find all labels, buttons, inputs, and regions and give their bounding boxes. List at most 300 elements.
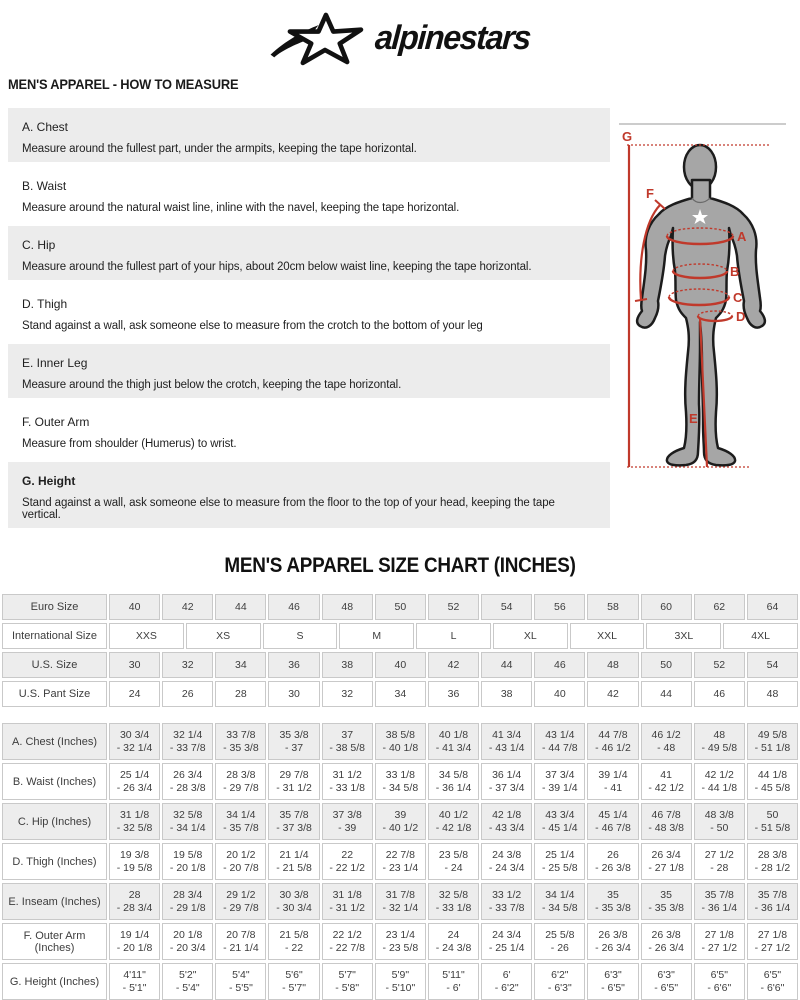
measurement-row-inseam (2, 883, 798, 920)
size-cell: 4XL (723, 623, 798, 649)
measure-section-f (8, 403, 610, 457)
section-title: B. Waist (22, 179, 67, 193)
range-max: - 31 1/2 (276, 782, 312, 794)
range-cell (747, 843, 798, 880)
range-cell (322, 963, 373, 1000)
range-min: 28 3/8 (226, 769, 256, 781)
row-cells (109, 763, 798, 800)
range-cell (375, 803, 426, 840)
range-min: 41 3/4 (492, 729, 522, 741)
range-cell (641, 923, 692, 960)
mannequin-illustration (614, 108, 792, 510)
range-cell (375, 963, 426, 1000)
range-cell (162, 963, 213, 1000)
section-title: A. Chest (22, 120, 69, 134)
range-min: 26 3/8 (651, 929, 681, 941)
size-cell: S (263, 623, 338, 649)
range-min: 37 3/8 (332, 809, 362, 821)
range-max: - 33 7/8 (488, 902, 525, 914)
size-cell: M (339, 623, 414, 649)
range-min: 31 1/2 (332, 769, 362, 781)
figure-label-e: E (689, 411, 698, 426)
size-cell: 46 (534, 652, 585, 678)
range-max: - 32 1/4 (382, 902, 419, 914)
size-row-us-pant-size (2, 681, 798, 707)
range-cell (215, 723, 266, 760)
size-cell: 40 (534, 681, 585, 707)
range-cell (215, 883, 266, 920)
range-max: - 51 1/8 (754, 742, 791, 754)
range-min: 27 1/8 (704, 929, 734, 941)
alpinestars-star-icon (265, 9, 385, 67)
range-min: 24 3/8 (492, 849, 522, 861)
range-cell (534, 723, 585, 760)
range-max: - 44 7/8 (542, 742, 578, 754)
range-cell (375, 763, 426, 800)
row-label: Euro Size (2, 594, 107, 620)
range-min: 35 (660, 889, 672, 901)
range-max: - 39 1/4 (542, 782, 578, 794)
range-min: 40 1/8 (438, 729, 469, 741)
range-max: - 25 1/4 (488, 942, 525, 954)
range-min: 33 1/8 (385, 769, 415, 781)
measure-instructions (8, 108, 610, 528)
range-max: - 48 (657, 742, 676, 754)
size-cell: 50 (375, 594, 426, 620)
range-cell (109, 923, 160, 960)
size-cell: 58 (587, 594, 638, 620)
range-min: 19 1/4 (119, 929, 150, 941)
range-min: 37 3/4 (545, 769, 575, 781)
range-max: - 28 (710, 862, 729, 874)
section-title: D. Thigh (22, 297, 68, 311)
range-min: 45 1/4 (598, 809, 628, 821)
section-description: Measure from shoulder (Humerus) to wrist. (22, 438, 237, 450)
size-chart-title: MEN'S APPAREL SIZE CHART (INCHES) (224, 554, 576, 577)
size-cell: 36 (268, 652, 319, 678)
range-min: 43 1/4 (545, 729, 575, 741)
range-min: 39 1/4 (598, 769, 628, 781)
range-max: - 6' (446, 982, 461, 994)
size-cell: 56 (534, 594, 585, 620)
range-cell (481, 923, 532, 960)
size-cell: 54 (747, 652, 798, 678)
range-max: - 27 1/2 (754, 942, 791, 954)
range-cell (641, 763, 692, 800)
row-label: U.S. Pant Size (2, 681, 107, 707)
size-cell: XXL (570, 623, 645, 649)
row-label: E. Inseam (Inches) (2, 883, 107, 920)
size-row-us-size (2, 652, 798, 678)
figure-label-b: B (730, 264, 740, 279)
size-cell: 38 (322, 652, 373, 678)
range-max: - 6'2" (494, 982, 519, 994)
range-min: 32 5/8 (438, 889, 469, 901)
range-max: - 28 1/2 (754, 862, 791, 874)
range-cell (322, 763, 373, 800)
range-min: 26 (607, 849, 619, 861)
section-description: Stand against a wall, ask someone else to measure from the floor to the top of your head, keeping the tape vertical. (22, 497, 555, 521)
range-cell (534, 843, 585, 880)
size-cell: L (416, 623, 491, 649)
range-cell (162, 923, 213, 960)
alpinestars-wordmark: alpinestars (374, 18, 532, 57)
row-cells (109, 623, 798, 649)
size-cell: 24 (109, 681, 160, 707)
range-cell (587, 963, 638, 1000)
row-cells (109, 963, 798, 1000)
range-max: - 22 (285, 942, 304, 954)
size-cell: 28 (215, 681, 266, 707)
measurement-table (0, 723, 800, 1000)
range-min: 35 7/8 (704, 889, 734, 901)
size-cell: 40 (109, 594, 160, 620)
range-max: - 48 3/8 (648, 822, 684, 834)
range-min: 27 1/2 (704, 849, 734, 861)
measurement-row-chest (2, 723, 798, 760)
range-cell (641, 803, 692, 840)
range-min: 42 1/2 (704, 769, 734, 781)
range-min: 30 3/4 (119, 729, 150, 741)
range-max: - 30 3/4 (276, 902, 312, 914)
range-cell (747, 963, 798, 1000)
size-cell: 54 (481, 594, 532, 620)
range-min: 21 1/4 (279, 849, 309, 861)
range-cell (162, 803, 213, 840)
range-min: 33 1/2 (492, 889, 522, 901)
range-max: - 6'6" (760, 982, 785, 994)
size-row-euro-size (2, 594, 798, 620)
range-max: - 26 3/4 (648, 942, 684, 954)
range-cell (428, 843, 479, 880)
size-cell: 32 (322, 681, 373, 707)
measure-section-d (8, 285, 610, 339)
range-max: - 19 5/8 (116, 862, 153, 874)
range-max: - 5'8" (335, 982, 360, 994)
range-max: - 37 3/4 (488, 782, 525, 794)
range-cell (587, 763, 638, 800)
range-min: 5'6" (285, 969, 303, 981)
range-min: 21 5/8 (279, 929, 309, 941)
range-cell (268, 963, 319, 1000)
range-min: 40 1/2 (438, 809, 469, 821)
range-max: - 5'7" (282, 982, 306, 994)
range-cell (694, 803, 745, 840)
range-cell (694, 843, 745, 880)
range-min: 34 1/4 (226, 809, 256, 821)
size-cell: 48 (587, 652, 638, 678)
range-min: 22 7/8 (385, 849, 415, 861)
size-cell: 60 (641, 594, 692, 620)
range-min: 49 5/8 (757, 729, 788, 741)
range-max: - 36 1/4 (701, 902, 738, 914)
range-min: 44 7/8 (598, 729, 628, 741)
range-max: - 46 1/2 (595, 742, 631, 754)
size-cell: 3XL (646, 623, 721, 649)
range-min: 19 3/8 (119, 849, 150, 861)
measure-section (0, 108, 800, 528)
range-max: - 6'3" (547, 982, 572, 994)
range-max: - 23 5/8 (382, 942, 419, 954)
range-min: 28 (128, 889, 141, 901)
range-max: - 39 (338, 822, 357, 834)
range-cell (534, 883, 585, 920)
size-cell: 34 (375, 681, 426, 707)
range-min: 34 1/4 (545, 889, 575, 901)
range-min: 35 3/8 (279, 729, 309, 741)
range-max: - 6'5" (601, 982, 625, 994)
range-max: - 20 1/8 (169, 862, 206, 874)
range-cell (694, 963, 745, 1000)
section-description: Measure around the fullest part of your hips, about 20cm below waist line, keeping the tape horizontal. (22, 261, 532, 273)
range-cell (481, 803, 532, 840)
range-max: - 24 3/4 (488, 862, 525, 874)
range-max: - 41 (603, 782, 623, 794)
range-cell (694, 763, 745, 800)
range-max: - 32 5/8 (116, 822, 153, 834)
section-title: C. Hip (22, 238, 56, 252)
range-cell (641, 963, 692, 1000)
range-min: 46 7/8 (651, 809, 681, 821)
range-cell (747, 923, 798, 960)
range-cell (481, 963, 532, 1000)
range-min: 28 3/8 (757, 849, 788, 861)
range-min: 35 7/8 (279, 809, 309, 821)
size-cell: 50 (641, 652, 692, 678)
range-cell (747, 803, 798, 840)
figure-label-a: A (737, 229, 747, 244)
range-max: - 45 1/4 (542, 822, 578, 834)
range-max: - 25 5/8 (542, 862, 578, 874)
range-max: - 26 3/4 (116, 782, 153, 794)
range-min: 43 3/4 (545, 809, 575, 821)
size-cell: 30 (268, 681, 319, 707)
range-cell (322, 723, 373, 760)
size-cell: 46 (694, 681, 745, 707)
section-description: Stand against a wall, ask someone else to measure from the crotch to the bottom of your leg (22, 320, 483, 332)
range-cell (322, 883, 373, 920)
range-min: 32 1/4 (173, 729, 203, 741)
measure-section-a (8, 108, 610, 162)
range-min: 35 (607, 889, 619, 901)
range-min: 23 1/4 (385, 929, 415, 941)
range-cell (428, 803, 479, 840)
range-min: 39 (394, 809, 407, 821)
range-max: - 38 5/8 (329, 742, 365, 754)
body-figure (614, 108, 792, 528)
row-label: D. Thigh (Inches) (2, 843, 107, 880)
size-cell: 42 (162, 594, 213, 620)
range-cell (694, 883, 745, 920)
range-cell (587, 883, 638, 920)
size-cell: XS (186, 623, 261, 649)
range-min: 29 7/8 (279, 769, 309, 781)
size-cell: 64 (747, 594, 798, 620)
range-min: 27 1/8 (757, 929, 788, 941)
range-cell (587, 923, 638, 960)
range-min: 20 7/8 (226, 929, 256, 941)
range-min: 6'5" (710, 969, 728, 981)
range-min: 38 5/8 (385, 729, 415, 741)
section-title: E. Inner Leg (22, 356, 88, 370)
row-label: U.S. Size (2, 652, 107, 678)
range-cell (215, 923, 266, 960)
range-min: 31 1/8 (332, 889, 362, 901)
range-max: - 41 3/4 (435, 742, 472, 754)
range-max: - 20 7/8 (223, 862, 259, 874)
range-min: 44 1/8 (757, 769, 788, 781)
range-cell (162, 843, 213, 880)
range-cell (481, 843, 532, 880)
row-cells (109, 843, 798, 880)
range-max: - 5'1" (122, 982, 147, 994)
range-cell (641, 883, 692, 920)
range-cell (215, 963, 266, 1000)
size-cell: 40 (375, 652, 426, 678)
range-min: 20 1/8 (173, 929, 203, 941)
range-cell (747, 723, 798, 760)
range-cell (428, 923, 479, 960)
range-max: - 36 1/4 (435, 782, 472, 794)
range-min: 28 3/4 (173, 889, 203, 901)
range-max: - 43 1/4 (488, 742, 525, 754)
range-min: 48 3/8 (704, 809, 734, 821)
range-cell (215, 803, 266, 840)
row-cells (109, 681, 798, 707)
range-cell (109, 723, 160, 760)
range-max: - 20 1/8 (116, 942, 153, 954)
range-min: 29 1/2 (226, 889, 256, 901)
figure-label-d: D (736, 309, 746, 324)
range-max: - 50 (710, 822, 729, 834)
figure-label-c: C (733, 290, 743, 305)
range-cell (641, 843, 692, 880)
range-cell (109, 763, 160, 800)
range-cell (534, 803, 585, 840)
size-cell: XL (493, 623, 568, 649)
row-label: International Size (2, 623, 107, 649)
row-cells (109, 923, 798, 960)
range-cell (747, 763, 798, 800)
range-min: 5'2" (179, 969, 197, 981)
size-cell: 62 (694, 594, 745, 620)
size-table (0, 594, 800, 707)
measurement-row-outer-arm (2, 923, 798, 960)
range-max: - 28 3/8 (169, 782, 206, 794)
size-cell: 52 (694, 652, 745, 678)
range-max: - 35 3/8 (595, 902, 631, 914)
range-cell (268, 883, 319, 920)
measure-section-b (8, 167, 610, 221)
range-min: 6'2" (551, 969, 569, 981)
range-cell (322, 923, 373, 960)
range-max: - 42 1/8 (435, 822, 472, 834)
range-min: 20 1/2 (226, 849, 256, 861)
row-label: B. Waist (Inches) (2, 763, 107, 800)
range-max: - 22 7/8 (329, 942, 365, 954)
size-cell: 32 (162, 652, 213, 678)
range-cell (481, 723, 532, 760)
size-cell: 34 (215, 652, 266, 678)
range-max: - 5'5" (228, 982, 253, 994)
range-max: - 24 (444, 862, 463, 874)
size-cell: 44 (641, 681, 692, 707)
range-max: - 35 7/8 (223, 822, 259, 834)
range-cell (268, 723, 319, 760)
range-max: - 21 5/8 (276, 862, 312, 874)
range-min: 25 1/4 (119, 769, 150, 781)
figure-label-f: F (646, 186, 654, 201)
range-min: 5'9" (391, 969, 410, 981)
measurement-row-height (2, 963, 798, 1000)
range-max: - 29 7/8 (223, 782, 259, 794)
size-cell: 44 (215, 594, 266, 620)
range-max: - 33 1/8 (435, 902, 472, 914)
range-max: - 34 1/4 (169, 822, 206, 834)
range-min: 4'11" (123, 969, 146, 981)
range-min: 19 5/8 (173, 849, 203, 861)
row-label: C. Hip (Inches) (2, 803, 107, 840)
row-cells (109, 594, 798, 620)
range-min: 26 3/8 (598, 929, 628, 941)
range-cell (322, 843, 373, 880)
range-max: - 35 3/8 (223, 742, 259, 754)
range-cell (109, 963, 160, 1000)
range-max: - 26 (550, 942, 569, 954)
size-cell: 46 (268, 594, 319, 620)
measure-section-e (8, 344, 610, 398)
range-max: - 27 1/8 (648, 862, 684, 874)
size-cell: XXS (109, 623, 184, 649)
range-max: - 45 5/8 (754, 782, 791, 794)
range-min: 35 7/8 (757, 889, 788, 901)
range-min: 6' (502, 969, 511, 981)
range-max: - 20 3/4 (169, 942, 206, 954)
range-min: 37 (341, 729, 354, 741)
range-min: 34 5/8 (438, 769, 469, 781)
range-cell (428, 723, 479, 760)
range-min: 24 (447, 929, 460, 941)
range-max: - 6'5" (654, 982, 679, 994)
range-min: 23 5/8 (438, 849, 469, 861)
size-cell: 36 (428, 681, 479, 707)
range-min: 5'11" (442, 969, 465, 981)
range-cell (375, 883, 426, 920)
range-max: - 22 1/2 (329, 862, 365, 874)
range-max: - 35 3/8 (648, 902, 684, 914)
range-max: - 33 7/8 (169, 742, 206, 754)
range-cell (534, 923, 585, 960)
range-cell (268, 923, 319, 960)
row-label: G. Height (Inches) (2, 963, 107, 1000)
section-description: Measure around the thigh just below the crotch, keeping the tape horizontal. (22, 379, 402, 391)
range-cell (587, 723, 638, 760)
range-cell (428, 763, 479, 800)
range-cell (215, 763, 266, 800)
size-cell: 42 (428, 652, 479, 678)
range-max: - 36 1/4 (754, 902, 791, 914)
measurement-row-hip (2, 803, 798, 840)
range-max: - 6'6" (707, 982, 732, 994)
range-max: - 23 1/4 (382, 862, 419, 874)
range-max: - 37 (285, 742, 304, 754)
section-title: F. Outer Arm (22, 415, 90, 429)
range-cell (162, 723, 213, 760)
range-max: - 29 1/8 (169, 902, 206, 914)
how-to-measure-title: MEN'S APPAREL - HOW TO MEASURE (8, 76, 239, 92)
range-max: - 40 1/8 (382, 742, 419, 754)
range-max: - 5'4" (175, 982, 200, 994)
